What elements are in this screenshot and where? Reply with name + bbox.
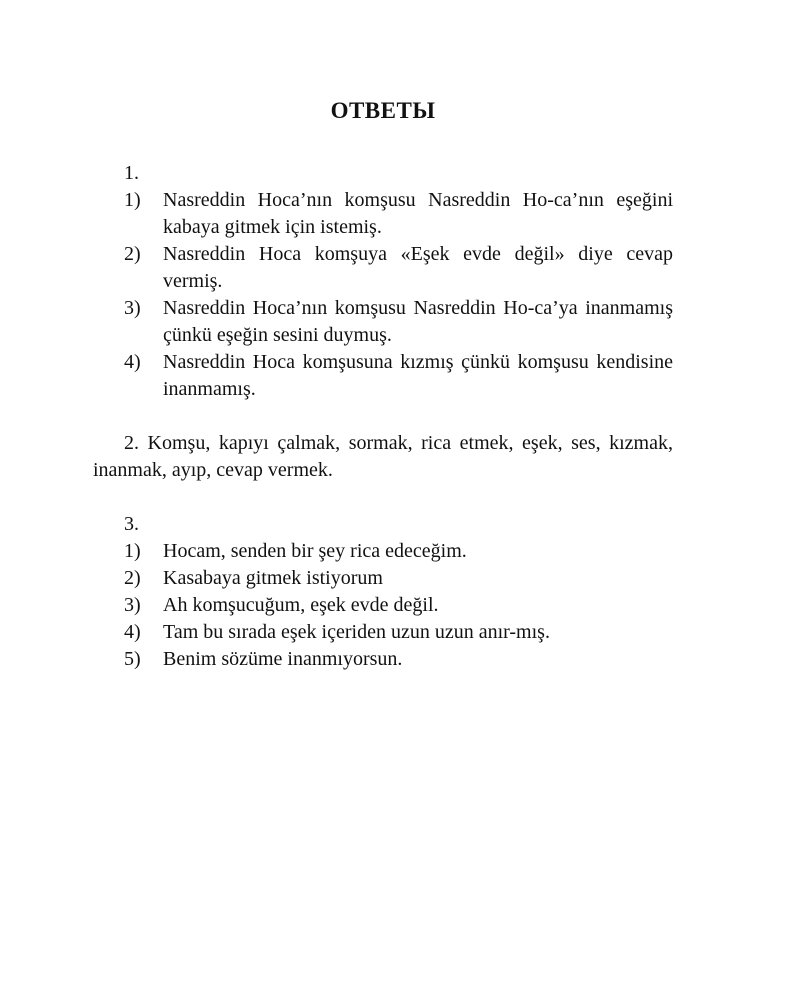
item-text: Nasreddin Hoca komşuya «Eşek evde değil» diye cevap vermiş. [163,243,673,292]
item-number: 1) [124,189,141,211]
section-2 [93,430,673,484]
section-3 [93,511,673,673]
list-item [93,241,673,295]
item-text: Ah komşucuğum, eşek evde değil. [163,594,439,616]
list-item [93,538,673,565]
list-item [93,646,673,673]
list-item [93,349,673,403]
spacer [93,403,673,430]
item-number: 2) [124,567,141,589]
section-2-paragraph: 2. Komşu, kapıyı çalmak, sormak, rica etmek, eşek, ses, kızmak, inanmak, ayıp, cevap vermek. [93,432,673,481]
answers-page [93,96,673,673]
list-item [93,619,673,646]
item-text: Tam bu sırada eşek içeriden uzun uzun anır-mış. [163,621,550,643]
spacer [93,484,673,511]
item-number: 4) [124,621,141,643]
item-text: Nasreddin Hoca komşusuna kızmış çünkü komşusu kendisine inanmamış. [163,351,673,400]
item-number: 3) [124,594,141,616]
list-item [93,295,673,349]
list-item [93,187,673,241]
list-item [93,592,673,619]
section-3-number: 3. [124,513,139,535]
item-number: 4) [124,351,141,373]
section-1-list [93,187,673,403]
item-text: Nasreddin Hoca’nın komşusu Nasreddin Ho-ca’nın eşeğini kabaya gitmek için istemiş. [163,189,673,238]
item-text: Nasreddin Hoca’nın komşusu Nasreddin Ho-ca’ya inanmamış çünkü eşeğin sesini duymuş. [163,297,673,346]
item-text: Kasabaya gitmek istiyorum [163,567,383,589]
section-3-list [93,538,673,673]
item-number: 5) [124,648,141,670]
item-text: Benim sözüme inanmıyorsun. [163,648,403,670]
item-number: 3) [124,297,141,319]
item-text: Hocam, senden bir şey rica edeceğim. [163,540,467,562]
list-item [93,565,673,592]
item-number: 2) [124,243,141,265]
page-title: ОТВЕТЫ [330,98,436,123]
item-number: 1) [124,540,141,562]
section-1 [93,160,673,403]
section-1-number: 1. [124,162,139,184]
